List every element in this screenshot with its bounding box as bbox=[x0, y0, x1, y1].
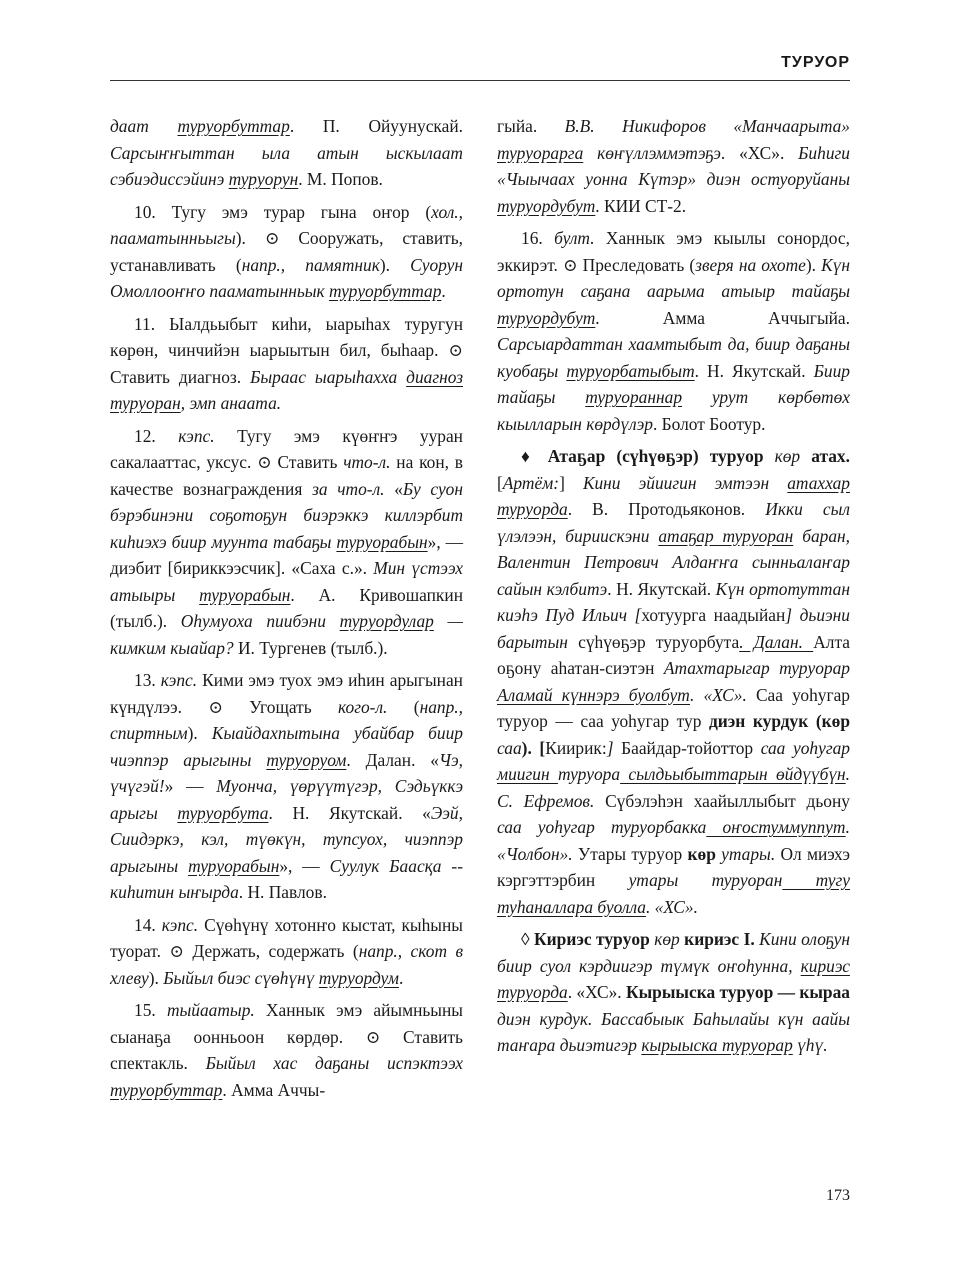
sense-15: 15. тыйаатыр. Ханнык эмэ айымньыны сыанаҕа оонньоон көрдөр. ⊙ Ставить спектакль. Быйыл хас даҕаны испэктээх турyорбуттар. Амма Аччы- bbox=[110, 1000, 463, 1100]
sense-13: 13. кэпс. Кими эмэ туох эмэ иһин арыгынан күндүлээ. ⊙ Угощать кого-л. (напр., спиртным). Кыайдахпытына убайбар биир чиэппэр арыгыны турyоруом. Далан. «Чэ, үчүгэй!» — Муонча, үөрүүтүгэр, Сэдьүккэ арыгы турyорбута. Н. Якутскай. «Ээй, Сиидэркэ, кэл, түөкүн, тупсуох, чиэппэр арыгыны турyорабын», — Суулук Баасқа -- киһитин ыҥырда. Н. Павлов. bbox=[110, 670, 464, 902]
sense-10: 10. Тугу эмэ турар гына оҥор (хол., пааматынньыгы). ⊙ Сооружать, ставить, устанавливать (напр., памятник). Суорун Омоллооҥҥо пааматынньык турyорбуттар. bbox=[110, 201, 463, 301]
idiom-block: ◊ Кириэс турyор көр кириэс I. Кини олоҕун биир суол кэрдиигэр түмүк оҥоһунна, кириэс турyорда. «ХС». Кырыыска турyор — кыраа диэн курдук. Бассабыык Баһылайы күн аайы таҥара дьиэтигэр кырыыска турyорар үһү. bbox=[497, 929, 851, 1055]
sense-14: 14. кэпс. Сүөһүнү хотонҥо кыстат, кыһыны туорат. ⊙ Держать, содержать (напр., скот в хлеву). Быйыл биэс сүөһүнү турyордум. bbox=[110, 914, 463, 988]
page-header bbox=[110, 52, 850, 81]
paragraph-continued: даат турyорбуттар. П. Ойуунускай. Сарсыҥҥыттан ыла атын ыскылаат сэбиэдиссэйинэ турyорун. М. Попов. bbox=[110, 116, 463, 189]
page-number: 173 bbox=[826, 1187, 850, 1204]
paragraph-continued: гыйа. В.В. Никифоров «Манчаарыта» турyорарга көҥүллэммэтэҕэ. «ХС». Биһиги «Чыычаах уонна Күтэр» диэн остуоруйаны турyордубут. КИИ СТ-2. bbox=[497, 116, 850, 216]
running-title: ТУРУОР bbox=[781, 54, 850, 71]
phrase-block: ♦ Атаҕар (сүһүөҕэр) турyор көр атах. [Артём:] Кини эйиигин эмтээн атаххар турyорда. В. Протодьяконов. Икки сыл үлэлээн, бириискэни атаҕар турyоран баран, Валентин Петрович Алдаҥҥа сынньалаҥар сайын кэлбитэ. Н. Якутскай. Күн ортотуттан киэһэ Пуд Ильич [хотуурга наадыйан] дьиэни барытын сүһүөҕэр турyорбута. Далан. Алта оҕону аһатан-сиэтэн Атахтарыгар турyорар Аламай күннэрэ буолбут. «ХС». Саа уоһугар турyор — саа уоһугар тур диэн курдук (көр саа). [Киирик:] Баайдар-тойоттор саа уоһугар миигин турyора сылдьыбыттарын өйдүүбүн. С. Ефремов. Сүбэлэһэн хаайыллыбыт дьону саа уоһугар турyорбакка оҥостуммуппут. «Чолбон». Утары турyор көр утары. Ол миэхэ кэргэттэрбин утары турyоран тугу туһаналлара буолла. «ХС». bbox=[497, 446, 851, 917]
sense-16: 16. булт. Ханнык эмэ кыылы сонордос, эккирэт. ⊙ Преследовать (зверя на охоте). Күн ортотун саҕана аарыма атыыр тайаҕы турyордубут. Амма Аччыгыйа. Сарсыардаттан хаамтыбыт да, биир даҕаны куобаҕы турyорбатыбыт. Н. Якутскай. Биир тайаҕы турyораннар урут көрбөтөх кыылларын көрдүлэр. Болот Боотур. bbox=[497, 228, 851, 434]
sense-11: 11. Ыалдьыбыт киһи, ыарыһах туругун көрөн, чинчийэн ыарыытын бил, быһаар. ⊙ Ставить диагноз. Бырааc ыарыһахха диагноз турyоран, эмп анаата. bbox=[110, 313, 464, 413]
left-column bbox=[110, 113, 463, 1109]
right-column bbox=[497, 113, 850, 1065]
sense-12: 12. кэпс. Тугу эмэ күөҥҥэ ууран сакалааттас, уксус. ⊙ Ставить что-л. на кон, в качестве вознаграждения за что-л. «Бу суон бэрэбинэни соҕотоҕун биэрэккэ киллэрбит киһиэхэ биир муунта табаҕы турyорабын», — диэбит [бириккээсчик]. «Саха с.». Мин үстээх атыыры турyорабын. А. Кривошапкин (тылб.). Оһумуоха пиибэни турyордулар — кимким кыайар? И. Тургенев (тылб.). bbox=[110, 425, 464, 658]
